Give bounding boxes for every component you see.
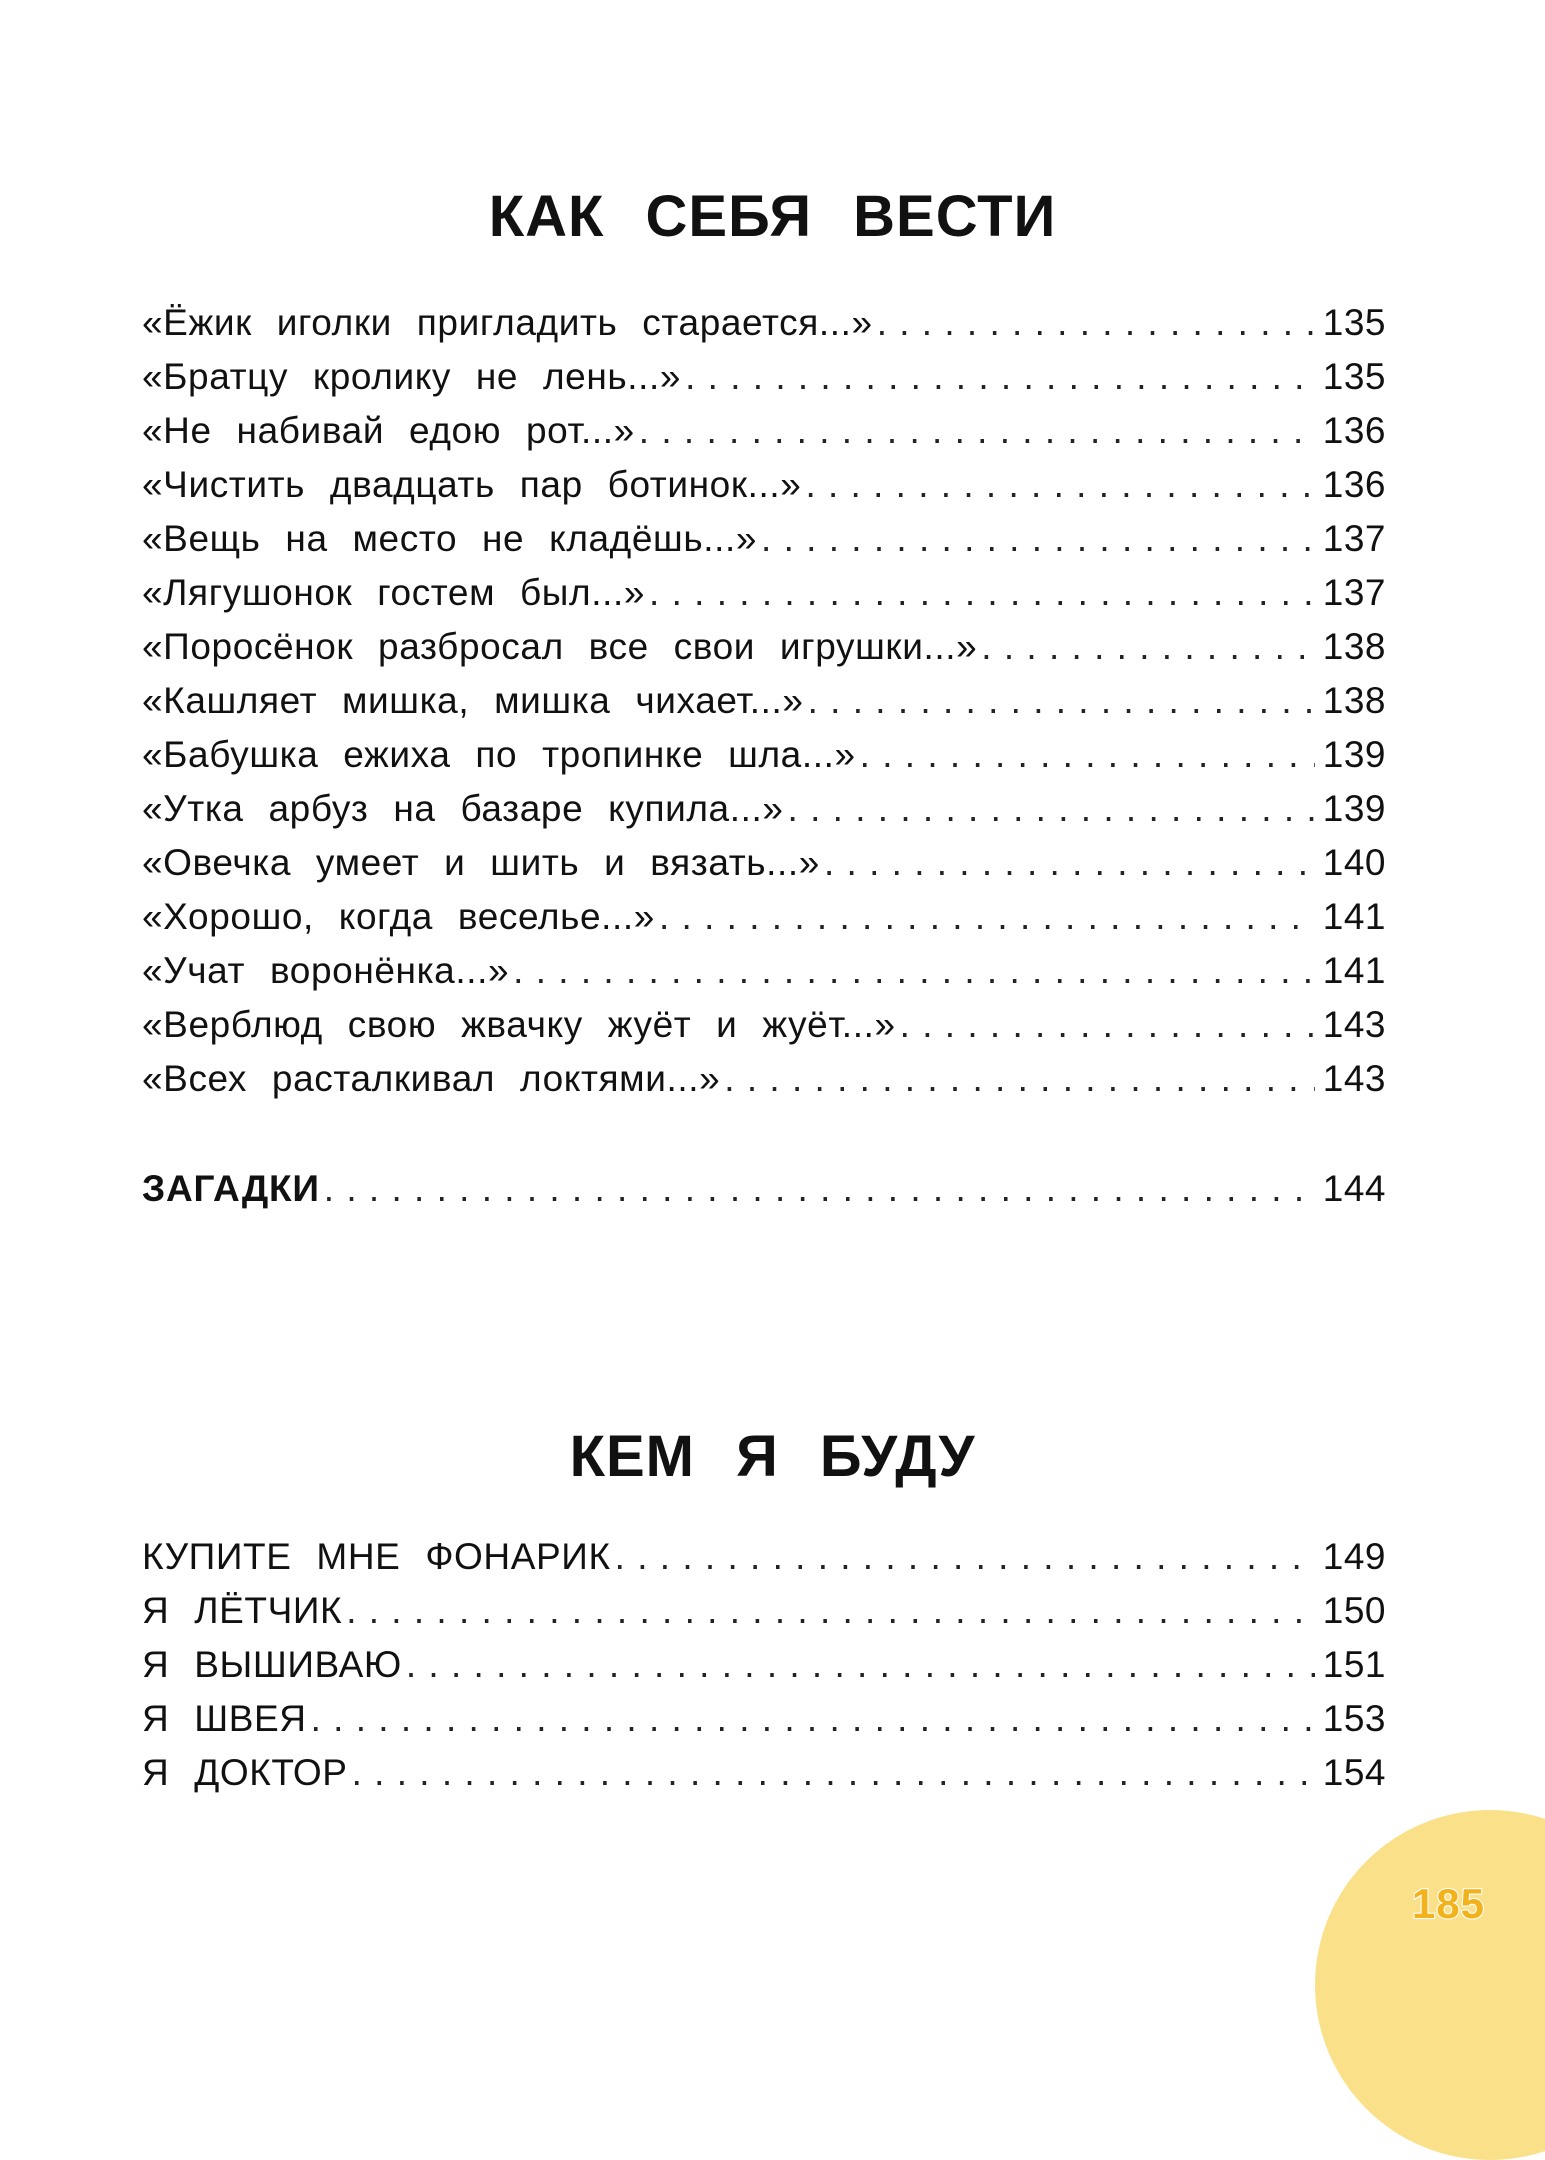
- dot-leader: [311, 1698, 1315, 1740]
- toc-entry-page: 143: [1322, 1058, 1386, 1099]
- section-title-how-to-behave: КАК СЕБЯ ВЕСТИ: [488, 184, 1057, 249]
- dot-leader: [615, 1536, 1315, 1578]
- toc-entry-title: «Поросёнок разбросал все свои игрушки...»: [142, 626, 978, 667]
- toc-entry-page: 144: [1322, 1168, 1386, 1209]
- toc-entry-page: 139: [1322, 788, 1386, 829]
- toc-entry[interactable]: [142, 518, 1386, 572]
- toc-entry[interactable]: [142, 302, 1386, 356]
- dot-leader: [900, 1004, 1315, 1046]
- toc-entry[interactable]: [142, 464, 1386, 518]
- toc-entry-title: Я ЛЁТЧИК: [142, 1590, 343, 1631]
- toc-entry-title: ЗАГАДКИ: [142, 1168, 320, 1209]
- toc-entry-title: «Бабушка ежиха по тропинке шла...»: [142, 734, 856, 775]
- toc-entry-title: Я ШВЕЯ: [142, 1698, 307, 1739]
- dot-leader: [513, 950, 1315, 992]
- toc-entry-title: «Ёжик иголки пригладить старается...»: [142, 302, 873, 343]
- toc-entry-title: «Верблюд свою жвачку жуёт и жуёт...»: [142, 1004, 896, 1045]
- toc-entry-page: 141: [1322, 896, 1386, 937]
- toc-entry[interactable]: [142, 896, 1386, 950]
- corner-page-badge: [1315, 1810, 1545, 2160]
- toc-entry-title: «Вещь на место не кладёшь...»: [142, 518, 758, 559]
- toc-entry-title: «Овечка умеет и шить и вязать...»: [142, 842, 820, 883]
- section-title-who-i-will-be: КЕМ Я БУДУ: [569, 1424, 976, 1489]
- toc-entry-page: 141: [1322, 950, 1386, 991]
- dot-leader: [808, 680, 1315, 722]
- toc-entry[interactable]: [142, 626, 1386, 680]
- dot-leader: [346, 1590, 1315, 1632]
- toc-entry[interactable]: [142, 1004, 1386, 1058]
- toc-entry-title: КУПИТЕ МНЕ ФОНАРИК: [142, 1536, 611, 1577]
- toc-entry-page: 143: [1322, 1004, 1386, 1045]
- toc-entry[interactable]: [142, 410, 1386, 464]
- toc-entry[interactable]: [142, 842, 1386, 896]
- toc-entry[interactable]: [142, 356, 1386, 410]
- toc-entry[interactable]: [142, 734, 1386, 788]
- toc-entry[interactable]: [142, 1536, 1386, 1590]
- dot-leader: [352, 1752, 1315, 1794]
- toc-entry-title: «Утка арбуз на базаре купила...»: [142, 788, 784, 829]
- toc-entry[interactable]: [142, 950, 1386, 1004]
- toc-entry[interactable]: [142, 572, 1386, 626]
- toc-entry[interactable]: [142, 1590, 1386, 1644]
- dot-leader: [639, 410, 1315, 452]
- dot-leader: [685, 356, 1315, 398]
- toc-entry[interactable]: [142, 788, 1386, 842]
- toc-entry-page: 135: [1322, 356, 1386, 397]
- toc-entry-title: «Братцу кролику не лень...»: [142, 356, 682, 397]
- dot-leader: [406, 1644, 1315, 1686]
- toc-entry-title: «Лягушонок гостем был...»: [142, 572, 646, 613]
- toc-entry-title: «Чистить двадцать пар ботинок...»: [142, 464, 802, 505]
- dot-leader: [324, 1168, 1315, 1210]
- dot-leader: [981, 626, 1314, 668]
- dot-leader: [824, 842, 1315, 884]
- toc-entry-riddles[interactable]: [142, 1168, 1386, 1222]
- toc-entry-title: Я ДОКТОР: [142, 1752, 348, 1793]
- toc-entry-title: «Хорошо, когда веселье...»: [142, 896, 655, 937]
- toc-entry-page: 150: [1322, 1590, 1386, 1631]
- page-number: 185: [1411, 1880, 1485, 1927]
- toc-entry-title: «Кашляет мишка, мишка чихает...»: [142, 680, 804, 721]
- toc-entry[interactable]: [142, 680, 1386, 734]
- toc-entry-title: «Всех расталкивал локтями...»: [142, 1058, 721, 1099]
- toc-entry[interactable]: [142, 1752, 1386, 1806]
- toc-entry-page: 149: [1322, 1536, 1386, 1577]
- dot-leader: [761, 518, 1315, 560]
- toc-entry-page: 135: [1322, 302, 1386, 343]
- toc-entry-page: 138: [1322, 680, 1386, 721]
- toc-entry-title: «Учат воронёнка...»: [142, 950, 510, 991]
- toc-entry-page: 136: [1322, 464, 1386, 505]
- toc-list-who-i-will-be: [142, 1536, 1386, 1806]
- toc-entry-page: 137: [1322, 518, 1386, 559]
- toc-entry-page: 140: [1322, 842, 1386, 883]
- dot-leader: [877, 302, 1315, 344]
- toc-entry-page: 136: [1322, 410, 1386, 451]
- toc-list-how-to-behave: [142, 302, 1386, 1112]
- toc-entry[interactable]: [142, 1644, 1386, 1698]
- toc-entry-page: 138: [1322, 626, 1386, 667]
- toc-entry-title: Я ВЫШИВАЮ: [142, 1644, 402, 1685]
- toc-entry[interactable]: [142, 1698, 1386, 1752]
- toc-entry-title: «Не набивай едою рот...»: [142, 410, 635, 451]
- toc-entry-page: 153: [1322, 1698, 1386, 1739]
- dot-leader: [805, 464, 1314, 506]
- dot-leader: [724, 1058, 1314, 1100]
- toc-entry-page: 154: [1322, 1752, 1386, 1793]
- toc-entry[interactable]: [142, 1058, 1386, 1112]
- dot-leader: [659, 896, 1315, 938]
- toc-entry-page: 137: [1322, 572, 1386, 613]
- dot-leader: [860, 734, 1315, 776]
- dot-leader: [649, 572, 1315, 614]
- toc-entry-page: 139: [1322, 734, 1386, 775]
- toc-entry-page: 151: [1322, 1644, 1386, 1685]
- dot-leader: [788, 788, 1315, 830]
